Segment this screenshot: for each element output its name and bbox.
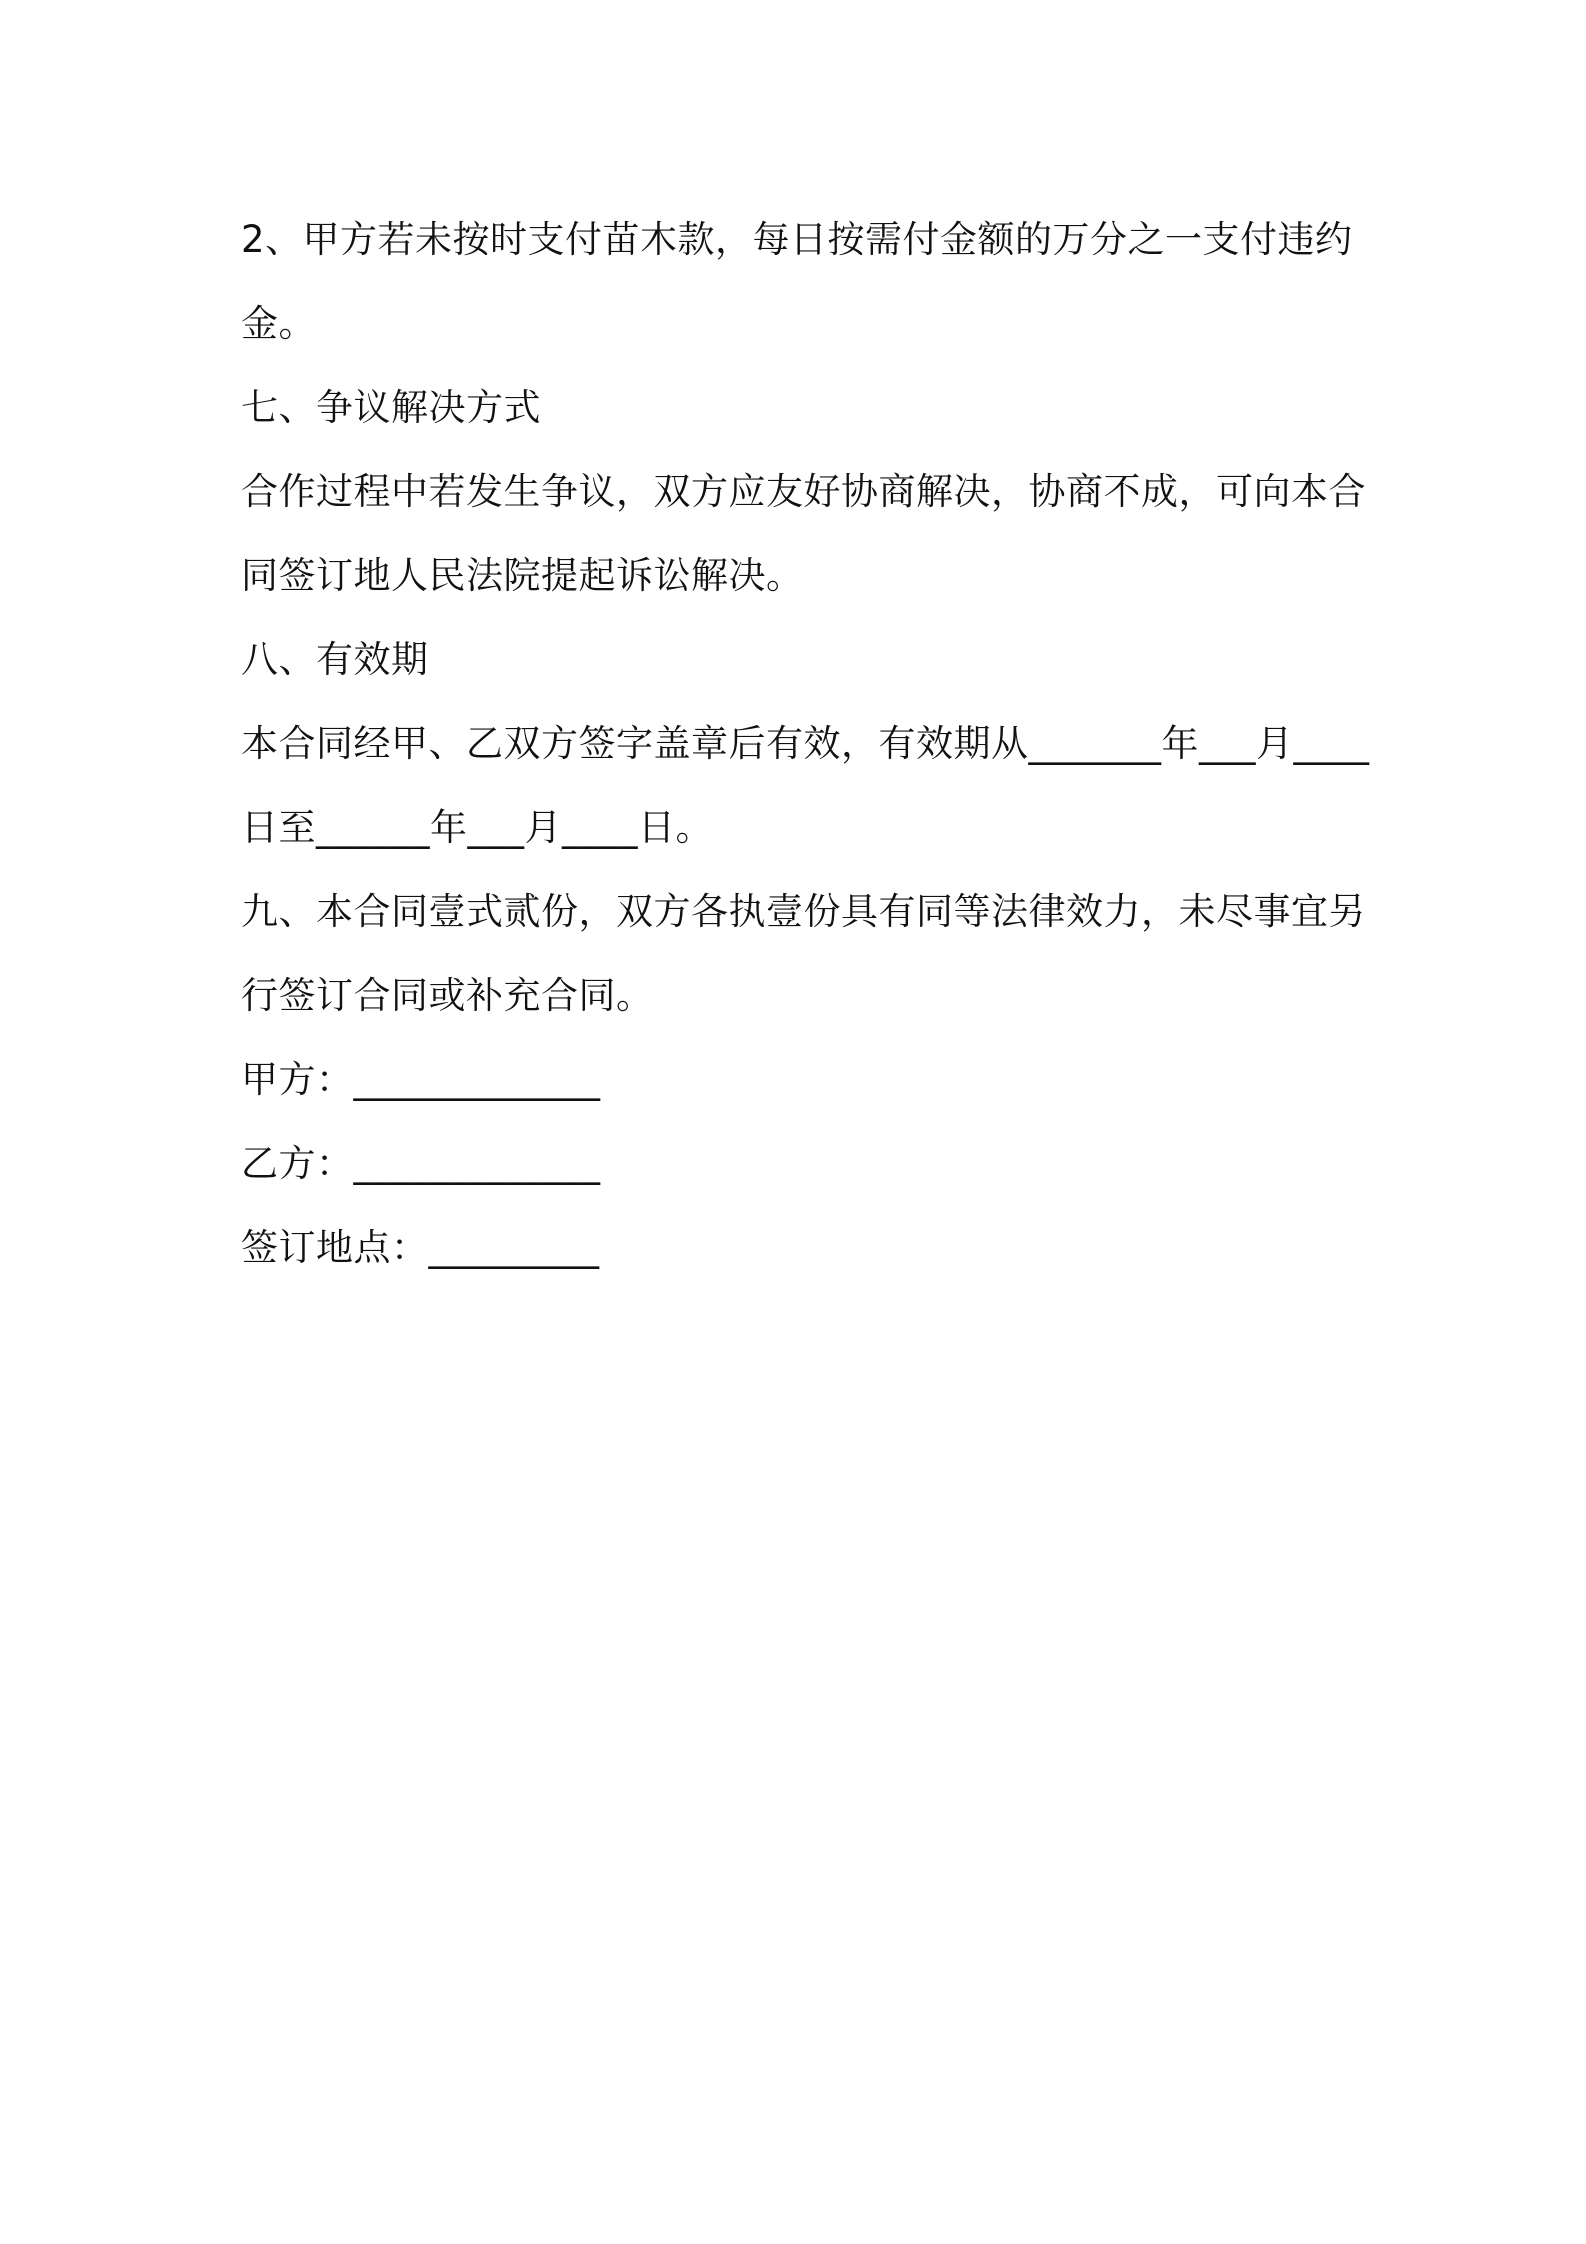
party-a-signature: 甲方：_____________	[241, 1058, 601, 1101]
document-body	[241, 198, 1370, 1290]
validity-clause-line-2: 日至______年___月____日。	[241, 806, 713, 849]
validity-clause-line-1: 本合同经甲、乙双方签字盖章后有效，有效期从_______年___月____	[241, 722, 1370, 765]
dispute-clause-line-2: 同签订地人民法院提起诉讼解决。	[241, 554, 804, 597]
section-heading-validity: 八、有效期	[241, 638, 429, 681]
party-b-signature: 乙方：_____________	[241, 1142, 601, 1185]
penalty-clause-line-2: 金。	[241, 302, 316, 345]
penalty-clause-line-1: 2、甲方若未按时支付苗木款，每日按需付金额的万分之一支付违约	[241, 218, 1353, 261]
dispute-clause-line-1: 合作过程中若发生争议，双方应友好协商解决，协商不成，可向本合	[241, 470, 1366, 513]
signing-location: 签订地点：_________	[241, 1226, 600, 1269]
copies-clause-line-2: 行签订合同或补充合同。	[241, 974, 654, 1017]
copies-clause-line-1: 九、本合同壹式贰份，双方各执壹份具有同等法律效力，未尽事宜另	[241, 890, 1366, 933]
section-heading-dispute: 七、争议解决方式	[241, 386, 541, 429]
